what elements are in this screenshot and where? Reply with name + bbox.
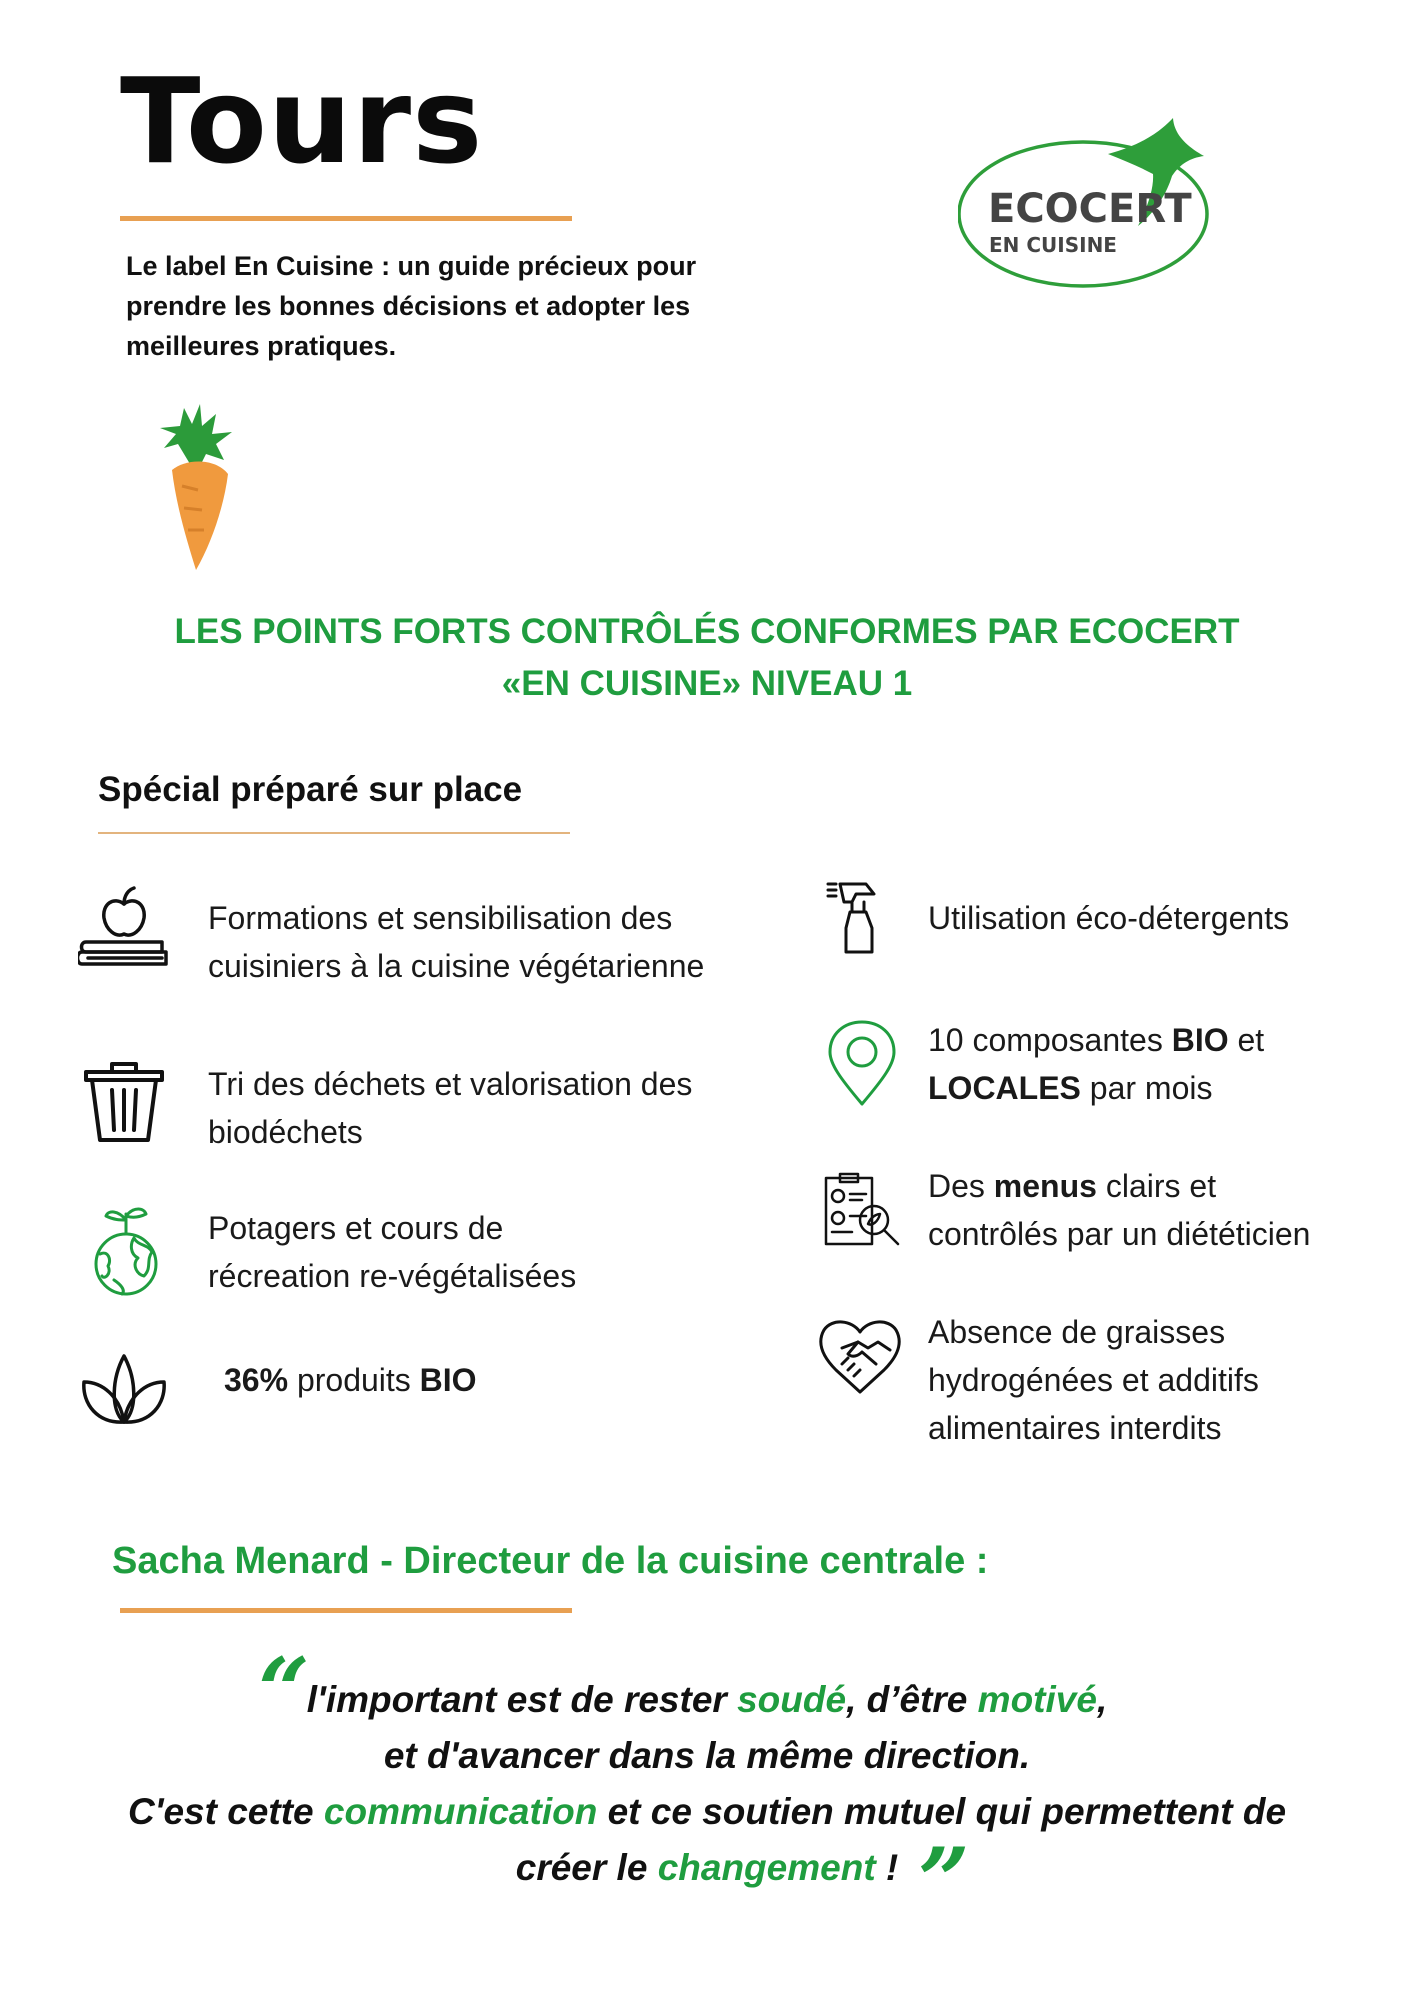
ecocert-logo: [958, 116, 1220, 296]
open-quote-icon: “: [258, 1638, 310, 1744]
section-heading: LES POINTS FORTS CONTRÔLÉS CONFORMES PAR ECOCERT «EN CUISINE» NIVEAU 1: [174, 612, 1240, 703]
feature-eco-detergents: Utilisation éco-détergents: [928, 900, 1290, 936]
trash-bin-icon: [82, 1060, 166, 1144]
feature-waste-sorting: Tri des déchets et valorisation des biodéchets: [208, 1066, 693, 1150]
quote-author: Sacha Menard - Directeur de la cuisine centrale :: [112, 1540, 989, 1582]
globe-sprout-icon: [86, 1204, 166, 1296]
feature-menus: Des menus clairs et contrôlés par un diététicien: [928, 1168, 1311, 1252]
carrot-icon: [158, 404, 238, 572]
feature-vegetarian-training: Formations et sensibilisation des cuisiniers à la cuisine végétarienne: [208, 900, 705, 984]
menu-clipboard-icon: [822, 1170, 902, 1250]
close-quote-icon: ”: [918, 1828, 970, 1934]
book-apple-icon: [78, 886, 170, 970]
page-title: Tours: [120, 52, 484, 190]
feature-gardens: Potagers et cours de récreation re-végétalisées: [208, 1210, 577, 1294]
feature-bio-local: 10 composantes BIO et LOCALES par mois: [928, 1022, 1265, 1106]
title-underline: [120, 216, 572, 221]
logo-text-main: ECOCERT: [988, 186, 1192, 232]
heart-handshake-icon: [818, 1318, 902, 1394]
author-underline: [120, 1608, 572, 1613]
quote-text: l'important est de rester soudé, d’être motivé, et d'avancer dans la même direction. C'est cette communication et ce soutien mutuel qui permettent de créer le changement !: [127, 1679, 1287, 1888]
spray-bottle-icon: [826, 880, 888, 956]
section-underline: [98, 832, 570, 834]
location-pin-icon: [826, 1020, 898, 1108]
feature-bio-products: 36% produits BIO: [224, 1362, 477, 1398]
logo-text-sub: EN CUISINE: [989, 233, 1117, 257]
subtitle: Le label En Cuisine : un guide précieux pour prendre les bonnes décisions et adopter les meilleures pratiques.: [126, 251, 697, 361]
feature-no-additives: Absence de graisses hydrogénées et additifs alimentaires interdits: [928, 1314, 1259, 1446]
section-title: Spécial préparé sur place: [98, 770, 523, 809]
leaf-icon: [80, 1352, 168, 1426]
